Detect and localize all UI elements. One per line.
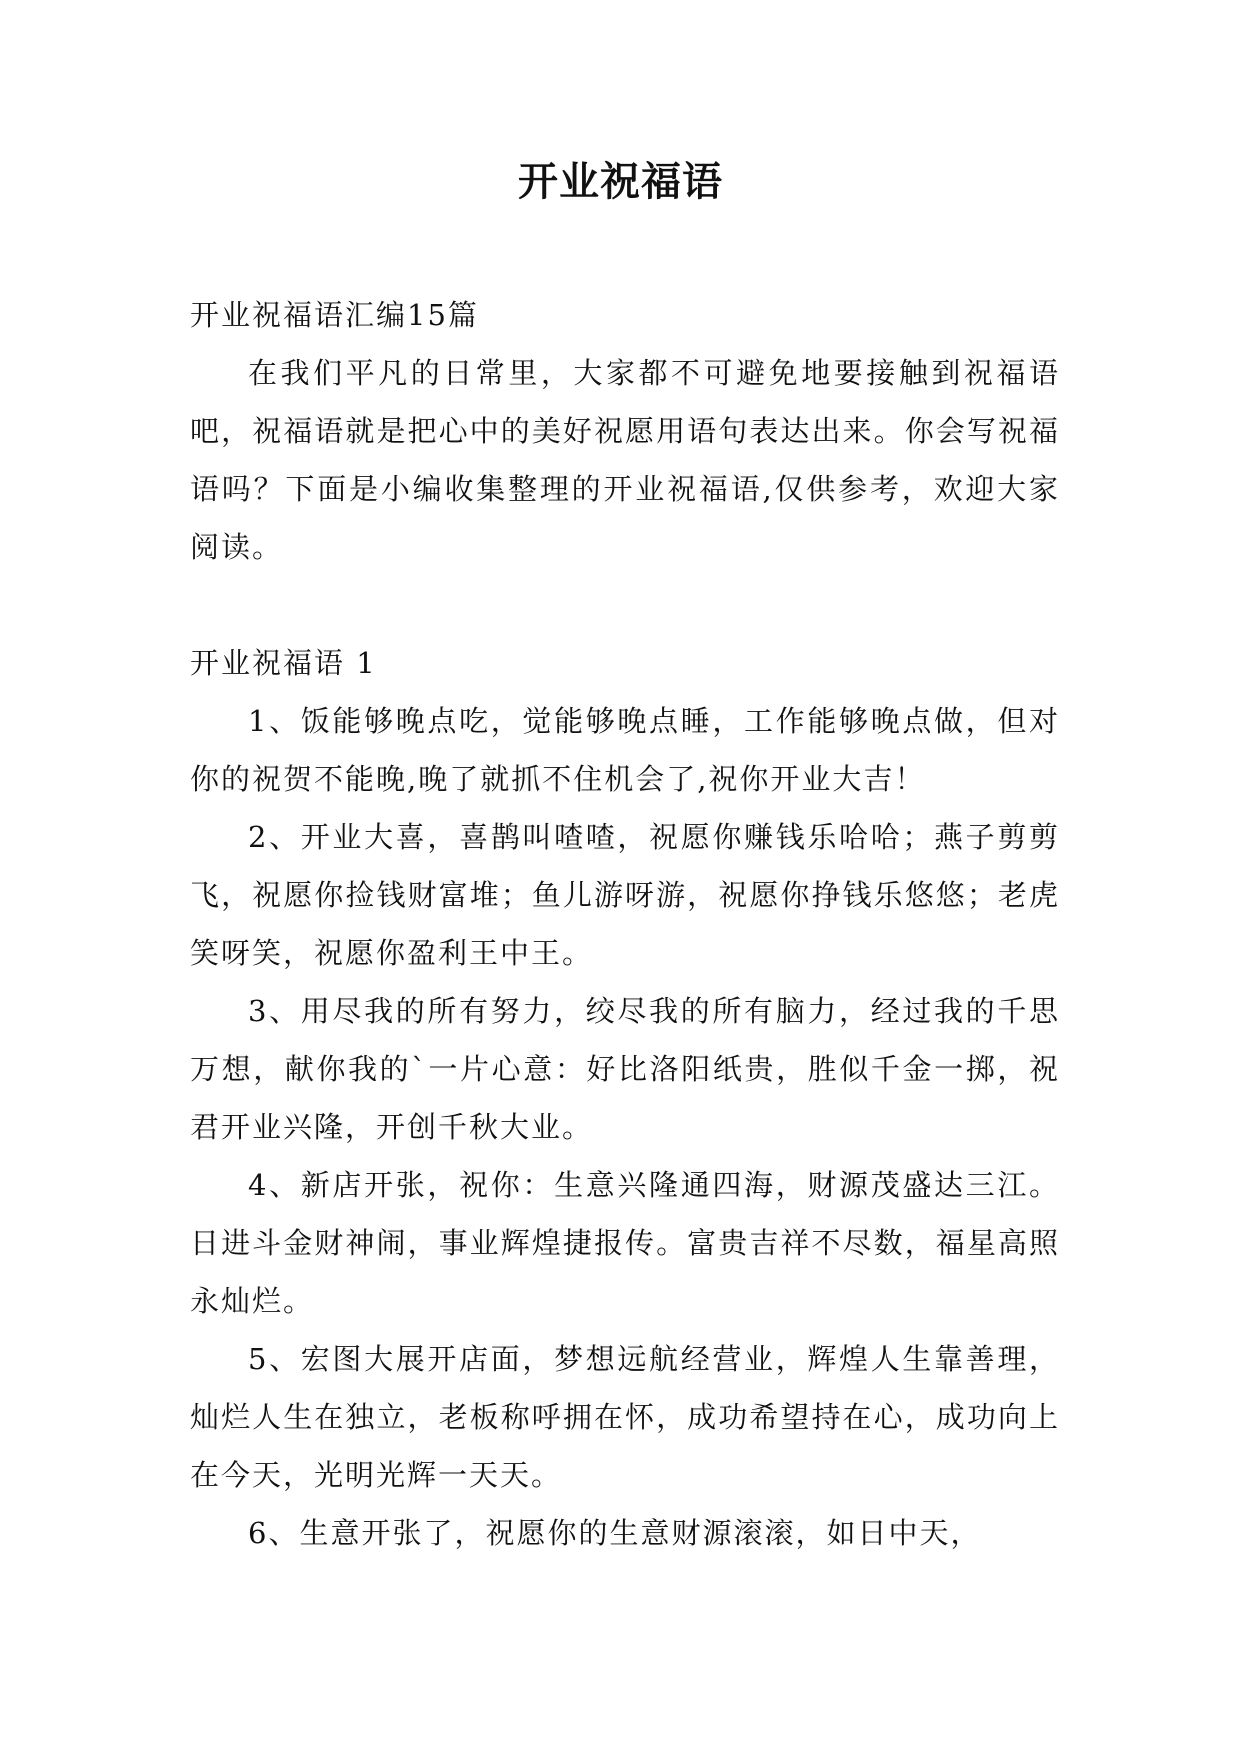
document-title: 开业祝福语 (518, 158, 723, 205)
paragraph-spacer (190, 576, 1060, 634)
blessing-item: 6、生意开张了，祝愿你的生意财源滚滚，如日中天， (248, 1516, 982, 1550)
intro-paragraph: 在我们平凡的日常里，大家都不可避免地要接触到祝福语吧，祝福语就是把心中的美好祝愿用语句表达出来。你会写祝福语吗？下面是小编收集整理的开业祝福语,仅供参考，欢迎大家阅读。 (190, 356, 1060, 564)
blessing-item: 4、新店开张，祝你：生意兴隆通四海，财源茂盛达三江。日进斗金财神闹，事业辉煌捷报传。富贵吉祥不尽数，福星高照永灿烂。 (190, 1168, 1060, 1318)
blessing-item: 3、用尽我的所有努力，绞尽我的所有脑力，经过我的千思万想，献你我的`一片心意：好比洛阳纸贵，胜似千金一掷，祝君开业兴隆，开创千秋大业。 (190, 994, 1060, 1144)
document-body (190, 286, 1060, 1562)
blessing-item: 5、宏图大展开店面，梦想远航经营业，辉煌人生靠善理，灿烂人生在独立，老板称呼拥在怀，成功希望持在心，成功向上在今天，光明光辉一天天。 (190, 1342, 1060, 1492)
blessing-item: 1、饭能够晚点吃，觉能够晚点睡，工作能够晚点做，但对你的祝贺不能晚,晚了就抓不住机会了,祝你开业大吉！ (190, 704, 1060, 796)
blessing-item: 2、开业大喜，喜鹊叫喳喳，祝愿你赚钱乐哈哈；燕子剪剪飞，祝愿你捡钱财富堆；鱼儿游呀游，祝愿你挣钱乐悠悠；老虎笑呀笑，祝愿你盈利王中王。 (190, 820, 1060, 970)
document-subtitle: 开业祝福语汇编15篇 (190, 298, 479, 332)
section-heading: 开业祝福语 1 (190, 646, 377, 680)
